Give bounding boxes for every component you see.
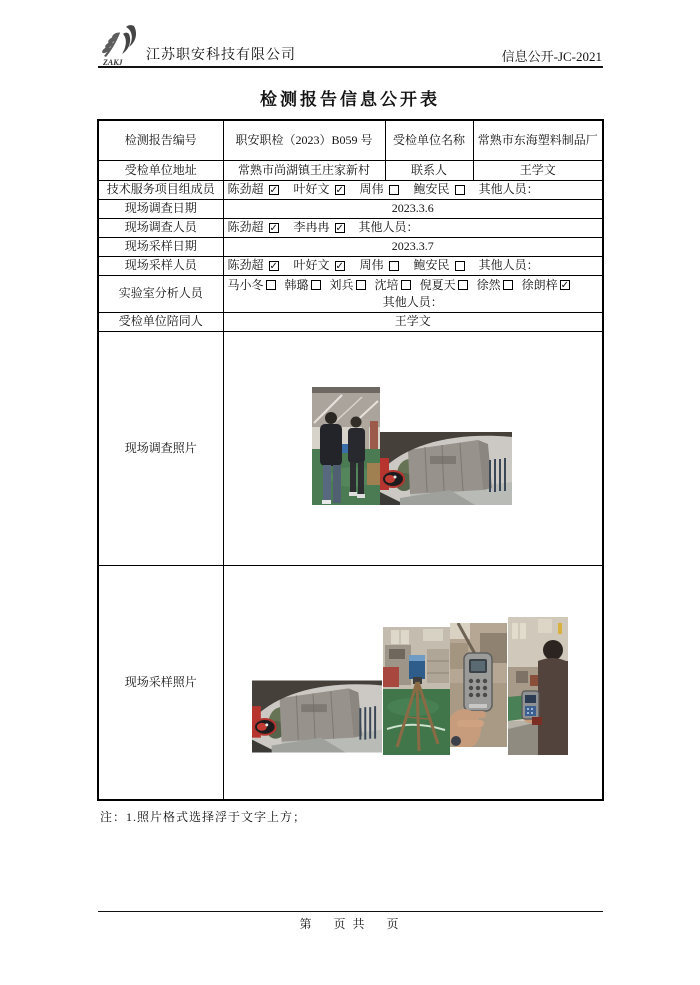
member-name: 陈劲超 (227, 258, 264, 273)
doc-code: 信息公开-JC-2021 (501, 49, 602, 64)
survey-staff-other-label: 其他人员： (358, 220, 419, 235)
member (285, 277, 321, 293)
checkbox-checked-icon: ✓ (560, 279, 569, 291)
row-lab-staff (98, 275, 603, 312)
member-name: 倪夏天 (419, 277, 456, 292)
checkbox-unchecked-icon (389, 261, 399, 271)
sampling-staff-cell (223, 256, 603, 275)
member (414, 257, 465, 273)
member (477, 277, 513, 293)
member-name: 陈劲超 (227, 220, 264, 235)
member-name: 鲍安民 (413, 258, 450, 273)
page-number-text: 第 页 共 页 (299, 917, 401, 931)
survey-date-label: 现场调查日期 (98, 199, 223, 218)
sampling-photos-cell (223, 565, 603, 800)
lab-staff-members (228, 277, 570, 293)
member (375, 277, 411, 293)
row-sampling-staff (98, 256, 603, 275)
sampling-staff-other-label: 其他人员： (478, 258, 539, 273)
photo-factory-gate-from-car-2 (252, 680, 382, 753)
row-team (98, 180, 603, 199)
row-report-no (98, 120, 603, 160)
survey-photos-label: 现场调查照片 (98, 331, 223, 565)
member-name: 徐朗梓 (521, 277, 558, 292)
checkbox-unchecked-icon (356, 280, 366, 290)
header-rule (98, 66, 603, 68)
sampling-date-value: 2023.3.7 (223, 237, 603, 256)
row-survey-staff (98, 218, 603, 237)
checkbox-unchecked-icon (455, 185, 465, 195)
member-name: 鲍安民 (413, 182, 450, 197)
member (360, 181, 399, 197)
row-address (98, 160, 603, 180)
sampling-staff-members (228, 257, 465, 273)
row-escort (98, 312, 603, 331)
footnote: 注：1.照片格式选择浮于文字上方； (100, 810, 307, 824)
checkbox-unchecked-icon (389, 185, 399, 195)
checkbox-unchecked-icon (401, 280, 411, 290)
checkbox-unchecked-icon (458, 280, 468, 290)
checkbox-unchecked-icon (455, 261, 465, 271)
member (294, 257, 345, 273)
member-name: 周伟 (359, 182, 384, 197)
member (330, 277, 366, 293)
row-survey-photos (98, 331, 603, 565)
team-other-label: 其他人员： (478, 182, 539, 197)
checkbox-checked-icon: ✓ (269, 184, 278, 196)
checkbox-checked-icon: ✓ (269, 260, 278, 272)
survey-date-value: 2023.3.6 (223, 199, 603, 218)
checkbox-checked-icon: ✓ (335, 260, 344, 272)
member (414, 181, 465, 197)
row-survey-date (98, 199, 603, 218)
checkbox-checked-icon: ✓ (335, 184, 344, 196)
row-sampling-date (98, 237, 603, 256)
sampling-staff-label: 现场采样人员 (98, 256, 223, 275)
member-name: 叶好文 (293, 258, 330, 273)
checkbox-checked-icon: ✓ (335, 222, 344, 234)
contact-value: 王学文 (473, 160, 603, 180)
contact-label: 联系人 (385, 160, 473, 180)
photo-workshop-interview (312, 387, 380, 505)
photo-handheld-meter-closeup (450, 623, 507, 747)
footer-rule (98, 911, 603, 912)
member-name: 韩璐 (284, 277, 309, 292)
member-name: 周伟 (359, 258, 384, 273)
member-name: 刘兵 (329, 277, 354, 292)
checkbox-unchecked-icon (266, 280, 276, 290)
lab-other-label: 其他人员： (382, 295, 443, 309)
member (294, 181, 345, 197)
survey-staff-cell (223, 218, 603, 237)
unit-name-value: 常熟市东海塑料制品厂 (473, 120, 603, 160)
escort-value: 王学文 (223, 312, 603, 331)
lab-staff-cell (223, 275, 603, 312)
checkbox-unchecked-icon (311, 280, 321, 290)
survey-staff-members (228, 219, 345, 235)
member (228, 257, 279, 273)
photo-factory-gate-from-car (380, 432, 512, 505)
member-name: 沈培 (374, 277, 399, 292)
member (228, 277, 276, 293)
member (228, 181, 279, 197)
checkbox-checked-icon: ✓ (269, 222, 278, 234)
lab-staff-label: 实验室分析人员 (98, 275, 223, 312)
row-sampling-photos (98, 565, 603, 800)
team-label: 技术服务项目组成员 (98, 180, 223, 199)
report-info-table (97, 119, 604, 801)
sampling-photos-label: 现场采样照片 (98, 565, 223, 800)
member (420, 277, 468, 293)
member (360, 257, 399, 273)
report-no-value: 职安职检（2023）B059 号 (223, 120, 385, 160)
report-no-label: 检测报告编号 (98, 120, 223, 160)
member-name: 马小冬 (227, 277, 264, 292)
unit-name-label: 受检单位名称 (385, 120, 473, 160)
survey-staff-label: 现场调查人员 (98, 218, 223, 237)
member (228, 219, 279, 235)
member (522, 277, 570, 293)
page-title: 检测报告信息公开表 (260, 90, 440, 109)
survey-photos-cell (223, 331, 603, 565)
company-name: 江苏职安科技有限公司 (146, 48, 296, 63)
photo-technician-with-meter (508, 617, 568, 755)
team-cell (223, 180, 603, 199)
member-name: 李冉冉 (293, 220, 330, 235)
unit-address-value: 常熟市尚湖镇王庄家新村 (223, 160, 385, 180)
member-name: 徐然 (476, 277, 501, 292)
member-name: 叶好文 (293, 182, 330, 197)
checkbox-unchecked-icon (503, 280, 513, 290)
logo-text: ZAKJ (103, 58, 123, 67)
member (294, 219, 345, 235)
photo-tripod-sampler-workshop (383, 627, 450, 755)
member-name: 陈劲超 (227, 182, 264, 197)
unit-address-label: 受检单位地址 (98, 160, 223, 180)
sampling-date-label: 现场采样日期 (98, 237, 223, 256)
team-members (228, 181, 465, 197)
escort-label: 受检单位陪同人 (98, 312, 223, 331)
